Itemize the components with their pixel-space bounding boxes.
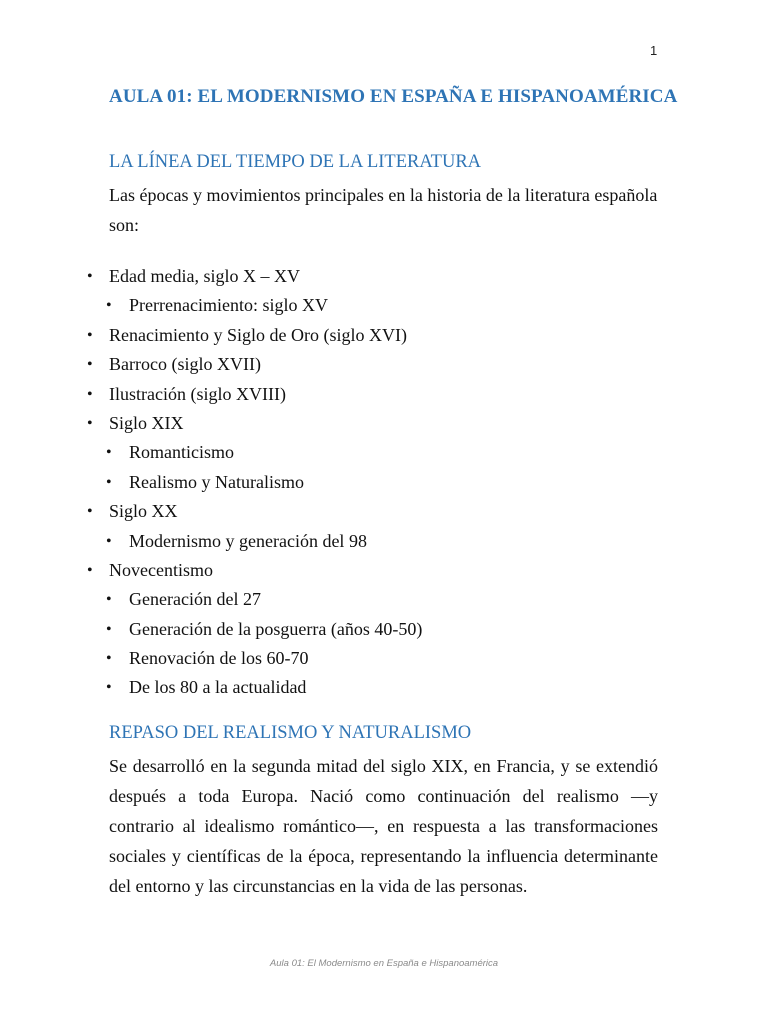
- page-footer: Aula 01: El Modernismo en España e Hispanoamérica: [269, 958, 499, 969]
- sub-list-item: [0, 644, 700, 673]
- list-item-text: De los 80 a la actualidad: [129, 677, 307, 698]
- list-item-text: Barroco (siglo XVII): [109, 354, 261, 375]
- document-title: AULA 01: EL MODERNISMO EN ESPAÑA E HISPANOAMÉRICA: [109, 86, 678, 107]
- sub-list-item: [0, 585, 700, 614]
- list-item-text: Novecentismo: [109, 559, 213, 580]
- section-heading-realismo: REPASO DEL REALISMO Y NATURALISMO: [109, 723, 472, 743]
- list-item-text: Edad media, siglo X – XV: [109, 266, 300, 286]
- list-item: [0, 556, 700, 585]
- list-item-text: Romanticismo: [129, 442, 234, 463]
- list-item-text: Generación del 27: [129, 589, 261, 610]
- bullet-icon: •: [87, 561, 93, 579]
- list-item-text: Renacimiento y Siglo de Oro (siglo XVI): [109, 324, 407, 345]
- list-item-text: Siglo XX: [109, 501, 178, 522]
- page-number: 1: [650, 43, 658, 58]
- bullet-icon: •: [106, 297, 112, 315]
- bullet-icon: •: [106, 591, 112, 609]
- list-item: [0, 409, 700, 438]
- bullet-icon: •: [87, 385, 93, 403]
- bullet-icon: •: [87, 356, 93, 374]
- list-item: [0, 321, 700, 350]
- sub-list-item: [0, 438, 700, 467]
- bullet-icon: •: [106, 473, 112, 491]
- list-item-text: Ilustración (siglo XVIII): [109, 383, 286, 404]
- sub-list-item: [0, 673, 700, 702]
- list-item: [0, 262, 700, 291]
- bullet-icon: •: [87, 268, 93, 285]
- timeline-intro: Las épocas y movimientos principales en la historia de la literatura española son:: [109, 185, 658, 235]
- sub-list-item: [0, 527, 700, 556]
- list-item-text: Generación de la posguerra (años 40-50): [129, 618, 423, 639]
- list-item: [0, 350, 700, 379]
- realismo-paragraph: Se desarrolló en la segunda mitad del siglo XIX, en Francia, y se extendió después a toda Europa. Nació como continuación del realismo —y contrario al idealismo romántico—, en respuesta a las transformaciones sociales y científicas de la época, representando la influencia determinante del entorno y las circunstancias en la vida de las personas.: [109, 756, 658, 896]
- list-item-text: Renovación de los 60-70: [129, 648, 309, 669]
- list-item: [0, 497, 700, 526]
- section-heading-timeline: LA LÍNEA DEL TIEMPO DE LA LITERATURA: [109, 152, 482, 172]
- list-item: [0, 380, 700, 409]
- list-item-text: Siglo XIX: [109, 412, 184, 433]
- bullet-icon: •: [87, 414, 93, 432]
- bullet-icon: •: [87, 326, 93, 344]
- sub-list-item: [0, 615, 700, 644]
- sub-list-item: [0, 468, 700, 497]
- bullet-icon: •: [106, 620, 112, 638]
- bullet-icon: •: [106, 679, 112, 697]
- timeline-list: [0, 262, 700, 703]
- list-item-text: Prerrenacimiento: siglo XV: [129, 295, 328, 316]
- bullet-icon: •: [106, 650, 112, 668]
- sub-list-item: [0, 291, 700, 320]
- bullet-icon: •: [87, 503, 93, 521]
- list-item-text: Realismo y Naturalismo: [129, 471, 304, 492]
- bullet-icon: •: [106, 532, 112, 550]
- bullet-icon: •: [106, 444, 112, 462]
- list-item-text: Modernismo y generación del 98: [129, 530, 367, 551]
